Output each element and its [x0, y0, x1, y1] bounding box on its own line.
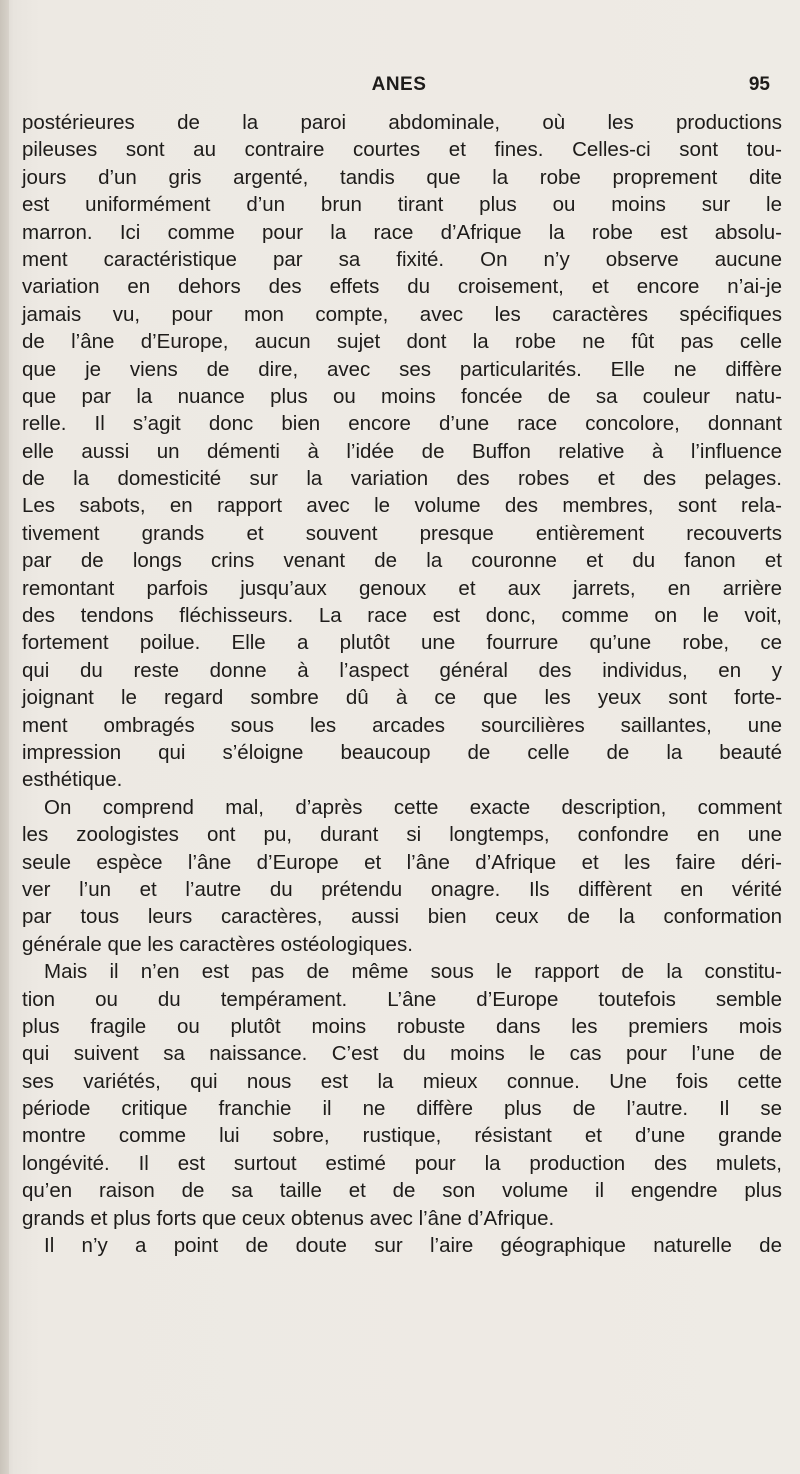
- text-line: ses variétés, qui nous est la mieux connue. Une fois cette: [22, 1069, 782, 1093]
- text-line: tivement grands et souvent presque entièrement recouverts: [22, 521, 782, 545]
- text-line: ver l’un et l’autre du prétendu onagre. Ils diffèrent en vérité: [22, 877, 782, 901]
- running-title: ANES: [371, 74, 427, 95]
- text-line: Mais il n’en est pas de même sous le rapport de la constitu-: [44, 960, 782, 984]
- text-line: impression qui s’éloigne beaucoup de celle de la beauté: [22, 740, 782, 764]
- text-line: joignant le regard sombre dû à ce que les yeux sont forte-: [22, 686, 782, 710]
- text-line: relle. Il s’agit donc bien encore d’une race concolore, donnant: [22, 412, 782, 436]
- text-line: fortement poilue. Elle a plutôt une fourrure qu’une robe, ce: [22, 631, 782, 655]
- text-line: ment caractéristique par sa fixité. On n’y observe aucune: [22, 247, 782, 271]
- text-line: remontant parfois jusqu’aux genoux et aux jarrets, en arrière: [22, 576, 782, 600]
- text-line: par de longs crins venant de la couronne et du fanon et: [22, 549, 782, 573]
- text-line: pileuses sont au contraire courtes et fines. Celles-ci sont tou-: [22, 138, 782, 162]
- text-line: tion ou du tempérament. L’âne d’Europe toutefois semble: [22, 987, 782, 1011]
- text-line: jamais vu, pour mon compte, avec les caractères spécifiques: [22, 302, 782, 326]
- text-line: que je viens de dire, avec ses particularités. Elle ne diffère: [22, 357, 782, 381]
- text-line: ment ombragés sous les arcades sourcilières saillantes, une: [22, 713, 782, 737]
- text-line: montre comme lui sobre, rustique, résistant et d’une grande: [22, 1124, 782, 1148]
- running-head: [20, 74, 778, 98]
- text-line: longévité. Il est surtout estimé pour la production des mulets,: [22, 1151, 782, 1175]
- text-line: Il n’y a point de doute sur l’aire géographique naturelle de: [44, 1234, 782, 1258]
- page-gutter-edge: [0, 0, 9, 1474]
- text-line: elle aussi un démenti à l’idée de Buffon relative à l’influence: [22, 439, 782, 463]
- text-line: On comprend mal, d’après cette exacte description, comment: [44, 795, 782, 819]
- text-line: grands et plus forts que ceux obtenus avec l’âne d’Afrique.: [22, 1206, 555, 1230]
- text-line: par tous leurs caractères, aussi bien ceux de la conformation: [22, 905, 782, 929]
- text-line: seule espèce l’âne d’Europe et l’âne d’Afrique et les faire déri-: [22, 850, 782, 874]
- text-line: variation en dehors des effets du croisement, et encore n’ai-je: [22, 275, 782, 299]
- page-number: 95: [748, 74, 770, 95]
- text-line: jours d’un gris argenté, tandis que la robe proprement dite: [22, 165, 782, 189]
- text-line: qui suivent sa naissance. C’est du moins le cas pour l’une de: [22, 1042, 782, 1066]
- text-line: de l’âne d’Europe, aucun sujet dont la robe ne fût pas celle: [22, 330, 782, 354]
- text-line: générale que les caractères ostéologiques.: [22, 932, 413, 956]
- text-line: plus fragile ou plutôt moins robuste dans les premiers mois: [22, 1014, 782, 1038]
- text-line: que par la nuance plus ou moins foncée de sa couleur natu-: [22, 384, 782, 408]
- text-line: postérieures de la paroi abdominale, où les productions: [22, 111, 782, 134]
- text-line: marron. Ici comme pour la race d’Afrique la robe est absolu-: [22, 220, 782, 244]
- text-line: esthétique.: [22, 768, 123, 792]
- text-line: est uniformément d’un brun tirant plus ou moins sur le: [22, 193, 782, 217]
- text-line: qui du reste donne à l’aspect général des individus, en y: [22, 658, 782, 682]
- text-line: les zoologistes ont pu, durant si longtemps, confondre en une: [22, 823, 782, 847]
- text-line: qu’en raison de sa taille et de son volume il engendre plus: [22, 1179, 782, 1203]
- text-line: période critique franchie il ne diffère plus de l’autre. Il se: [22, 1097, 782, 1121]
- text-line: Les sabots, en rapport avec le volume des membres, sont rela-: [22, 494, 782, 518]
- body-text: [22, 109, 782, 1259]
- text-line: de la domesticité sur la variation des robes et des pelages.: [22, 467, 782, 491]
- text-line: des tendons fléchisseurs. La race est donc, comme on le voit,: [22, 604, 782, 628]
